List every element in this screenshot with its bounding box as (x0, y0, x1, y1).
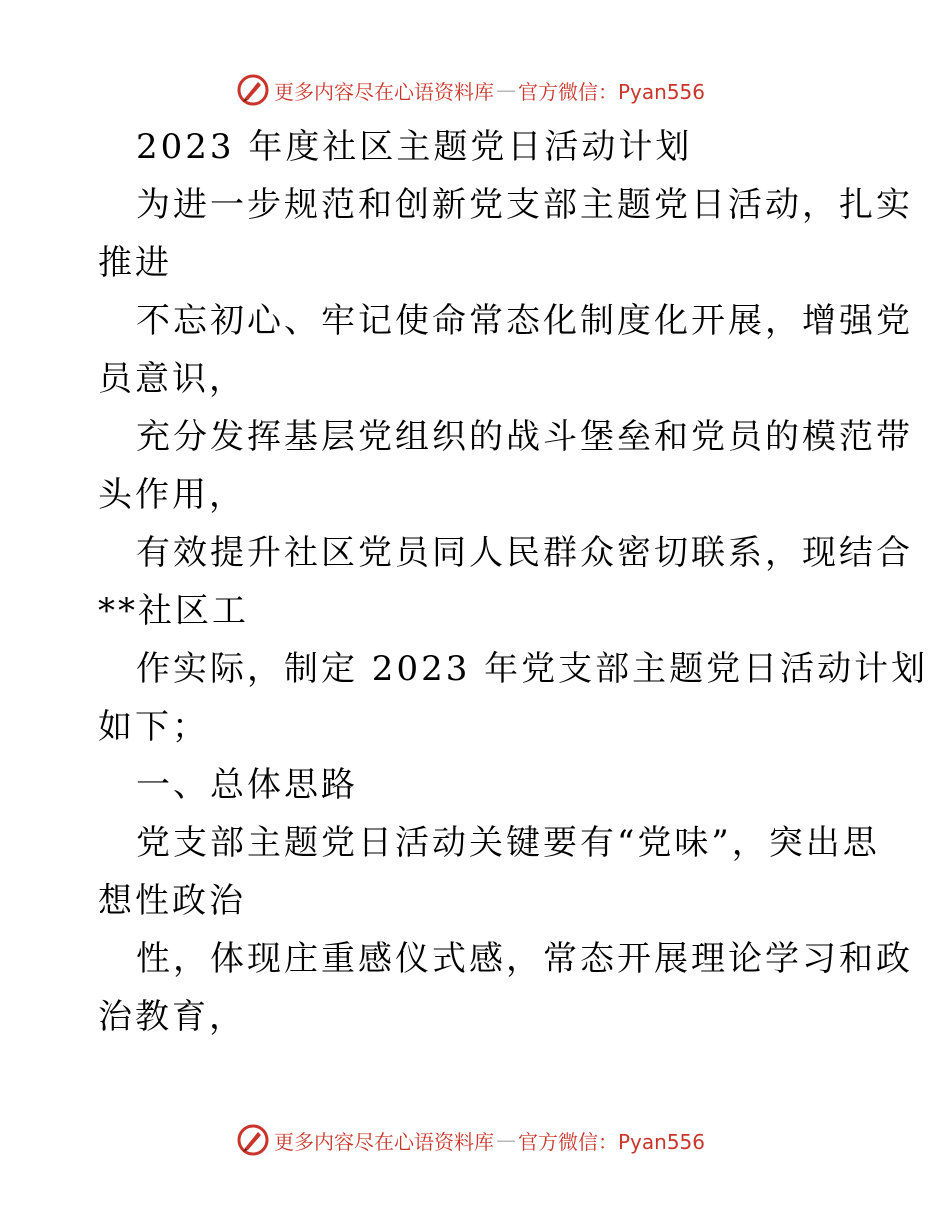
watermark-separator: — (496, 78, 516, 102)
watermark-separator: — (496, 1128, 516, 1152)
text-line: 头作用， (98, 475, 246, 515)
text-line: 有效提升社区党员同人民群众密切联系，现结合 (136, 533, 913, 573)
header-watermark (236, 72, 716, 108)
footer-watermark (236, 1122, 716, 1158)
quill-pen-circle-icon (236, 73, 270, 107)
text-line: **社区工 (98, 591, 249, 631)
text-line: 想性政治 (98, 881, 246, 921)
text-line: 推进 (98, 243, 172, 283)
document-body (98, 118, 929, 1046)
watermark-wechat-text: 官方微信：Pyan556 (518, 1129, 706, 1154)
text-line: 为进一步规范和创新党支部主题党日活动，扎实 (136, 185, 913, 225)
text-line: 作实际，制定 2023 年党支部主题党日活动计划 (136, 649, 929, 689)
watermark-main-text: 更多内容尽在心语资料库 (274, 79, 494, 104)
text-line: 性，体现庄重感仪式感，常态开展理论学习和政 (136, 939, 913, 979)
text-line: 党支部主题党日活动关键要有“党味”，突出思 (136, 823, 880, 863)
quill-pen-circle-icon (236, 1123, 270, 1157)
document-title: 2023 年度社区主题党日活动计划 (136, 127, 693, 167)
text-line: 不忘初心、牢记使命常态化制度化开展，增强党 (136, 301, 913, 341)
text-line: 治教育， (98, 997, 246, 1037)
text-line: 如下； (98, 707, 209, 747)
text-line: 员意识， (98, 359, 246, 399)
watermark-main-text: 更多内容尽在心语资料库 (274, 1129, 494, 1154)
text-line: 一、总体思路 (136, 765, 358, 805)
watermark-wechat-text: 官方微信：Pyan556 (518, 79, 706, 104)
text-line: 充分发挥基层党组织的战斗堡垒和党员的模范带 (136, 417, 913, 457)
